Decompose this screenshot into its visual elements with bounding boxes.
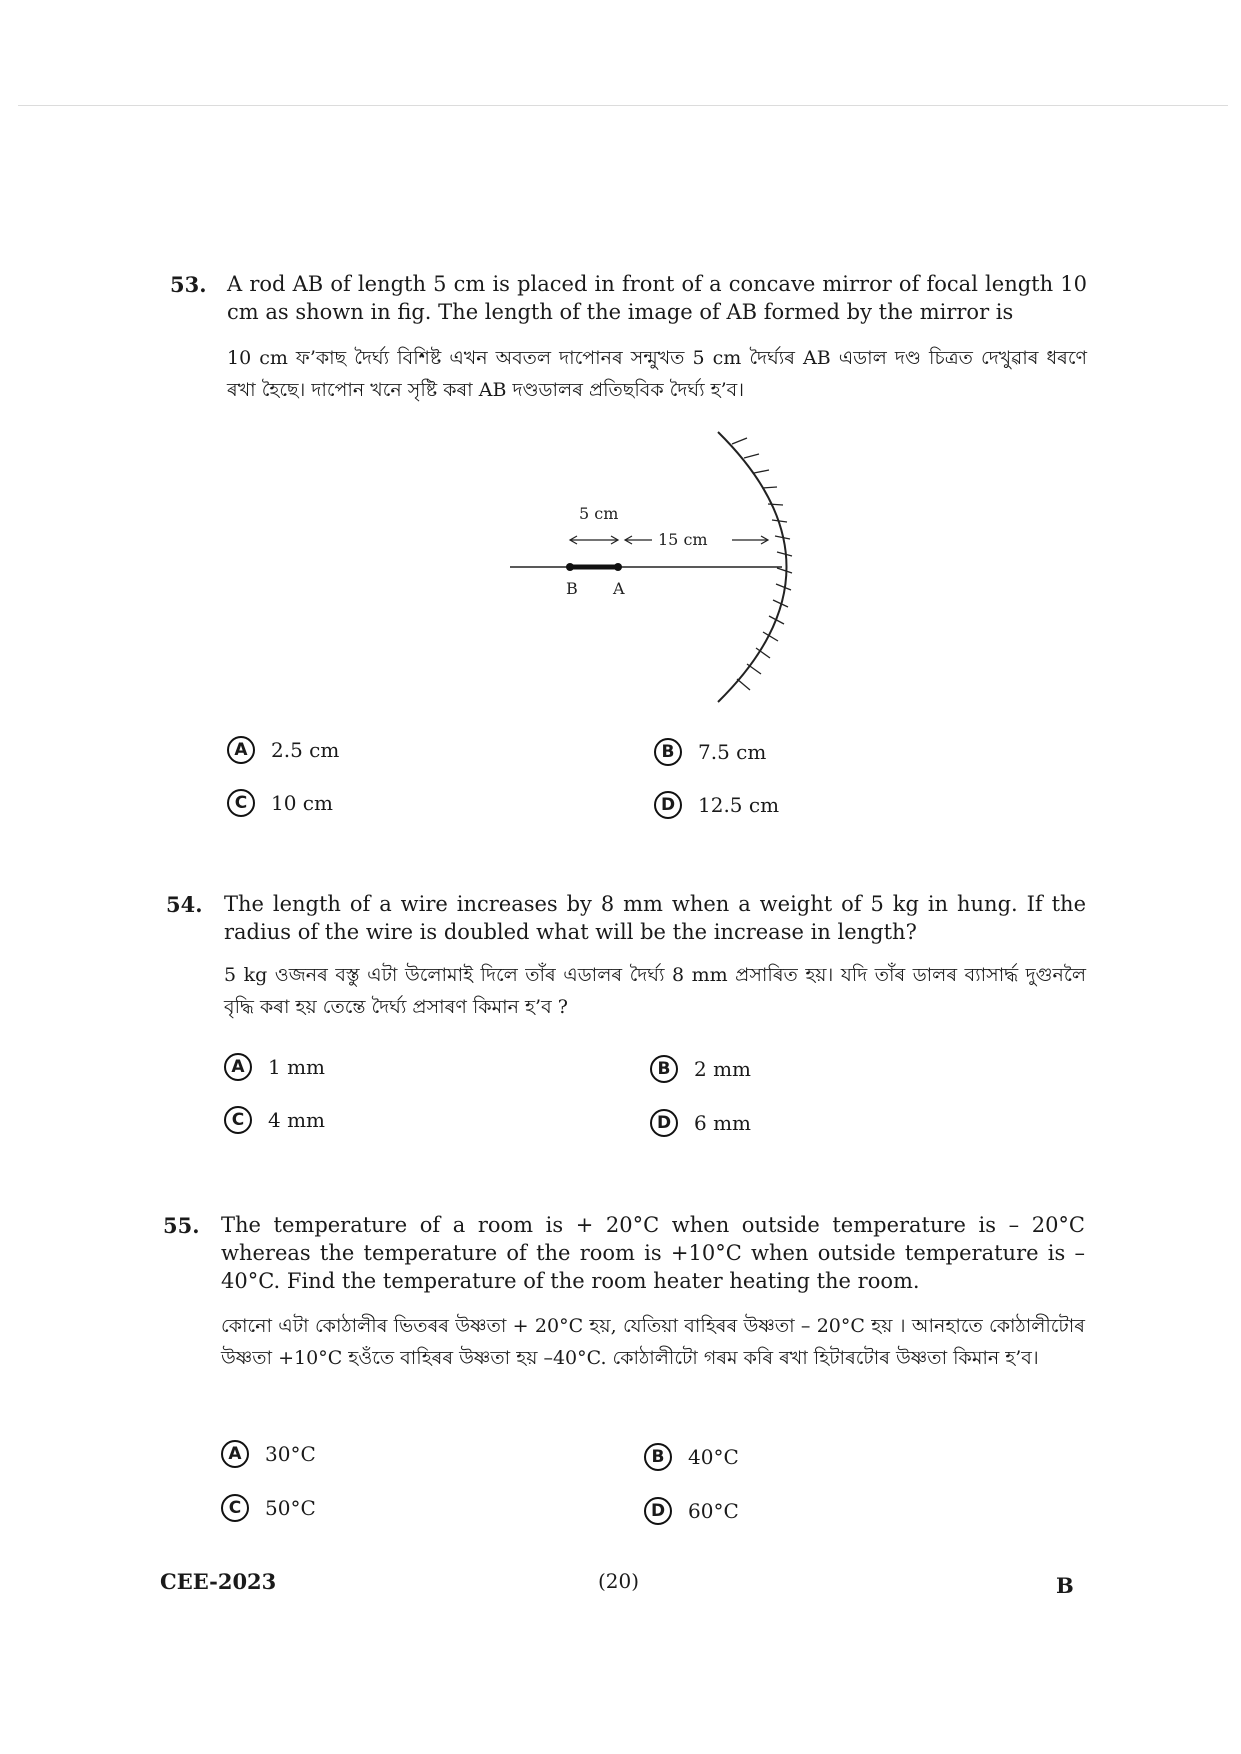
option-a[interactable]: [227, 736, 339, 764]
question-number: 53.: [170, 272, 207, 297]
option-letter-b: B: [650, 1055, 678, 1083]
question-text-assamese: 10 cm ফ’কাছ দৈৰ্ঘ্য বিশিষ্ট এখন অবতল দাপোনৰ সন্মুখত 5 cm দৈৰ্ঘ্যৰ AB এডাল দণ্ড চিত্ৰত দেখুৱাৰ ধৰণে ৰখা হৈছে। দাপোন খনে সৃষ্টি কৰা AB দণ্ডডালৰ প্ৰতিছবিক দৈৰ্ঘ্য হ’ব।: [227, 347, 1087, 401]
page-top-rule: [18, 105, 1228, 106]
question-text-english: The length of a wire increases by 8 mm when a weight of 5 kg in hung. If the radius of the wire is doubled what will be the increase in length?: [224, 892, 1086, 944]
option-d[interactable]: [644, 1497, 739, 1525]
question-text-english: The temperature of a room is + 20°C when outside temperature is – 20°C whereas the temperature of the room is +10°C when outside temperature is –40°C. Find the temperature of the room heater heating the room.: [221, 1213, 1085, 1293]
option-letter-a: A: [224, 1053, 252, 1081]
rod-length-label: 5 cm: [579, 504, 619, 523]
rod-end-b: [566, 563, 574, 571]
distance-label: 15 cm: [658, 530, 708, 549]
option-letter-d: D: [654, 791, 682, 819]
concave-mirror-figure: [500, 418, 820, 718]
option-letter-d: D: [650, 1109, 678, 1137]
option-a[interactable]: [221, 1440, 316, 1468]
option-a-text: 2.5 cm: [271, 738, 340, 762]
option-c[interactable]: [221, 1494, 316, 1522]
option-b[interactable]: [654, 738, 766, 766]
question-text-assamese: 5 kg ওজনৰ বস্তু এটা উলোমাই দিলে তাঁৰ এডালৰ দৈৰ্ঘ্য 8 mm প্ৰসাৰিত হয়। যদি তাঁৰ ডালৰ ব্যাসাৰ্দ্ধ দুগুনলৈ বৃদ্ধি কৰা হয় তেন্তে দৈৰ্ঘ্য প্ৰসাৰণ কিমান হ’ব ?: [224, 964, 1086, 1018]
option-c-text: 10 cm: [271, 791, 333, 815]
option-a-text: 1 mm: [268, 1055, 326, 1079]
option-letter-c: C: [224, 1106, 252, 1134]
option-letter-b: B: [644, 1443, 672, 1471]
option-c-text: 50°C: [265, 1496, 316, 1520]
option-b-text: 2 mm: [694, 1057, 752, 1081]
question-text-english: A rod AB of length 5 cm is placed in front of a concave mirror of focal length 10 cm as shown in fig. The length of the image of AB formed by the mirror is: [227, 272, 1087, 324]
option-letter-c: C: [221, 1494, 249, 1522]
option-letter-b: B: [654, 738, 682, 766]
rod-length-arrow: [570, 536, 618, 544]
question-text-assamese: কোনো এটা কোঠালীৰ ভিতৰৰ উষ্ণতা + 20°C হয়, যেতিয়া বাহিৰৰ উষ্ণতা – 20°C হয় । আনহাতে কোঠালীটোৰ উষ্ণতা +10°C হওঁতে বাহিৰৰ উষ্ণতা হয় –40°C. কোঠালীটো গৰম কৰি ৰখা হিটাৰটোৰ উষ্ণতা কিমান হ’ব।: [221, 1315, 1085, 1369]
point-a-label: A: [613, 579, 625, 598]
mirror-hatching: [732, 438, 792, 690]
option-b-text: 40°C: [688, 1445, 739, 1469]
option-c[interactable]: [224, 1106, 325, 1134]
option-a[interactable]: [224, 1053, 325, 1081]
option-letter-a: A: [227, 736, 255, 764]
option-d-text: 6 mm: [694, 1111, 752, 1135]
option-b-text: 7.5 cm: [698, 740, 767, 764]
option-letter-a: A: [221, 1440, 249, 1468]
option-letter-d: D: [644, 1497, 672, 1525]
question-number: 54.: [166, 892, 203, 917]
option-d[interactable]: [650, 1109, 751, 1137]
page-number: (20): [598, 1569, 640, 1593]
option-b[interactable]: [650, 1055, 751, 1083]
option-b[interactable]: [644, 1443, 739, 1471]
point-b-label: B: [566, 579, 578, 598]
rod-end-a: [614, 563, 622, 571]
option-d-text: 60°C: [688, 1499, 739, 1523]
option-d-text: 12.5 cm: [698, 793, 780, 817]
option-d[interactable]: [654, 791, 779, 819]
option-c[interactable]: [227, 789, 333, 817]
booklet-set: B: [1056, 1573, 1074, 1598]
option-a-text: 30°C: [265, 1442, 316, 1466]
option-c-text: 4 mm: [268, 1108, 326, 1132]
exam-code: CEE-2023: [160, 1569, 277, 1594]
question-number: 55.: [163, 1213, 200, 1238]
option-letter-c: C: [227, 789, 255, 817]
